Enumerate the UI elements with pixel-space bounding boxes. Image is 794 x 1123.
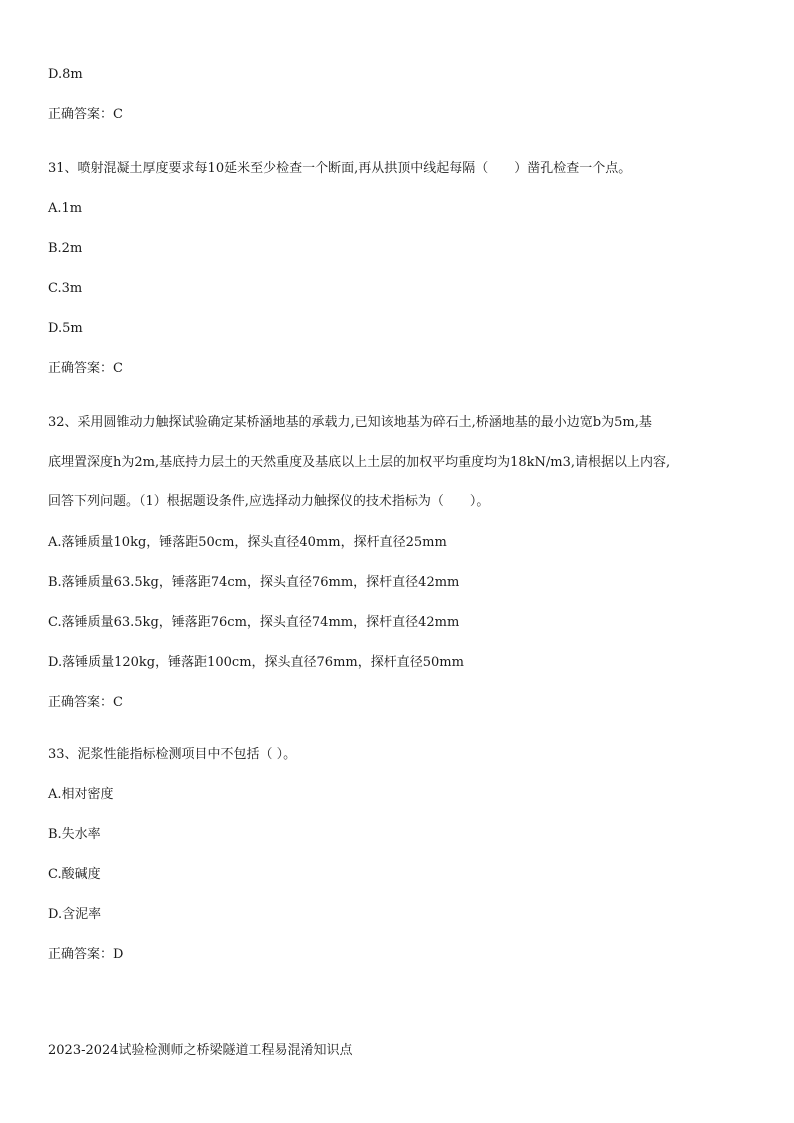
question-stem: 31、喷射混凝土厚度要求每10延米至少检查一个断面,再从拱顶中线起每隔（ ）凿孔检查一个点。	[48, 161, 632, 176]
answer: 正确答案：D	[48, 947, 124, 962]
option-c: C.3m	[48, 281, 83, 296]
option-a: A.相对密度	[48, 787, 114, 802]
option-d-prev: D.8m	[48, 67, 83, 82]
option-b: B.失水率	[48, 827, 101, 842]
question-stem: 底埋置深度h为2m,基底持力层土的天然重度及基底以上土层的加权平均重度均为18kN/m3,请根据以上内容,	[48, 455, 671, 470]
option-a: A.1m	[48, 201, 83, 216]
answer-prev: 正确答案：C	[48, 107, 123, 122]
question-stem: 33、泥浆性能指标检测项目中不包括（ ）。	[48, 747, 297, 762]
option-c: C.落锤质量63.5kg，锤落距76cm，探头直径74mm，探杆直径42mm	[48, 615, 460, 630]
option-c: C.酸碱度	[48, 867, 101, 882]
answer: 正确答案：C	[48, 361, 123, 376]
answer: 正确答案：C	[48, 695, 123, 710]
question-stem: 回答下列问题。（1）根据题设条件,应选择动力触探仪的技术指标为（ ）。	[48, 494, 490, 509]
option-d: D.落锤质量120kg，锤落距100cm，探头直径76mm，探杆直径50mm	[48, 655, 464, 670]
option-b: B.2m	[48, 241, 83, 256]
page-footer: 2023-2024试验检测师之桥梁隧道工程易混淆知识点	[48, 1043, 353, 1058]
option-b: B.落锤质量63.5kg，锤落距74cm，探头直径76mm，探杆直径42mm	[48, 575, 460, 590]
option-d: D.含泥率	[48, 907, 102, 922]
question-stem: 32、采用圆锥动力触探试验确定某桥涵地基的承载力,已知该地基为碎石土,桥涵地基的最小边宽b为5m,基	[48, 415, 652, 430]
option-d: D.5m	[48, 321, 83, 336]
option-a: A.落锤质量10kg，锤落距50cm，探头直径40mm，探杆直径25mm	[48, 535, 447, 550]
